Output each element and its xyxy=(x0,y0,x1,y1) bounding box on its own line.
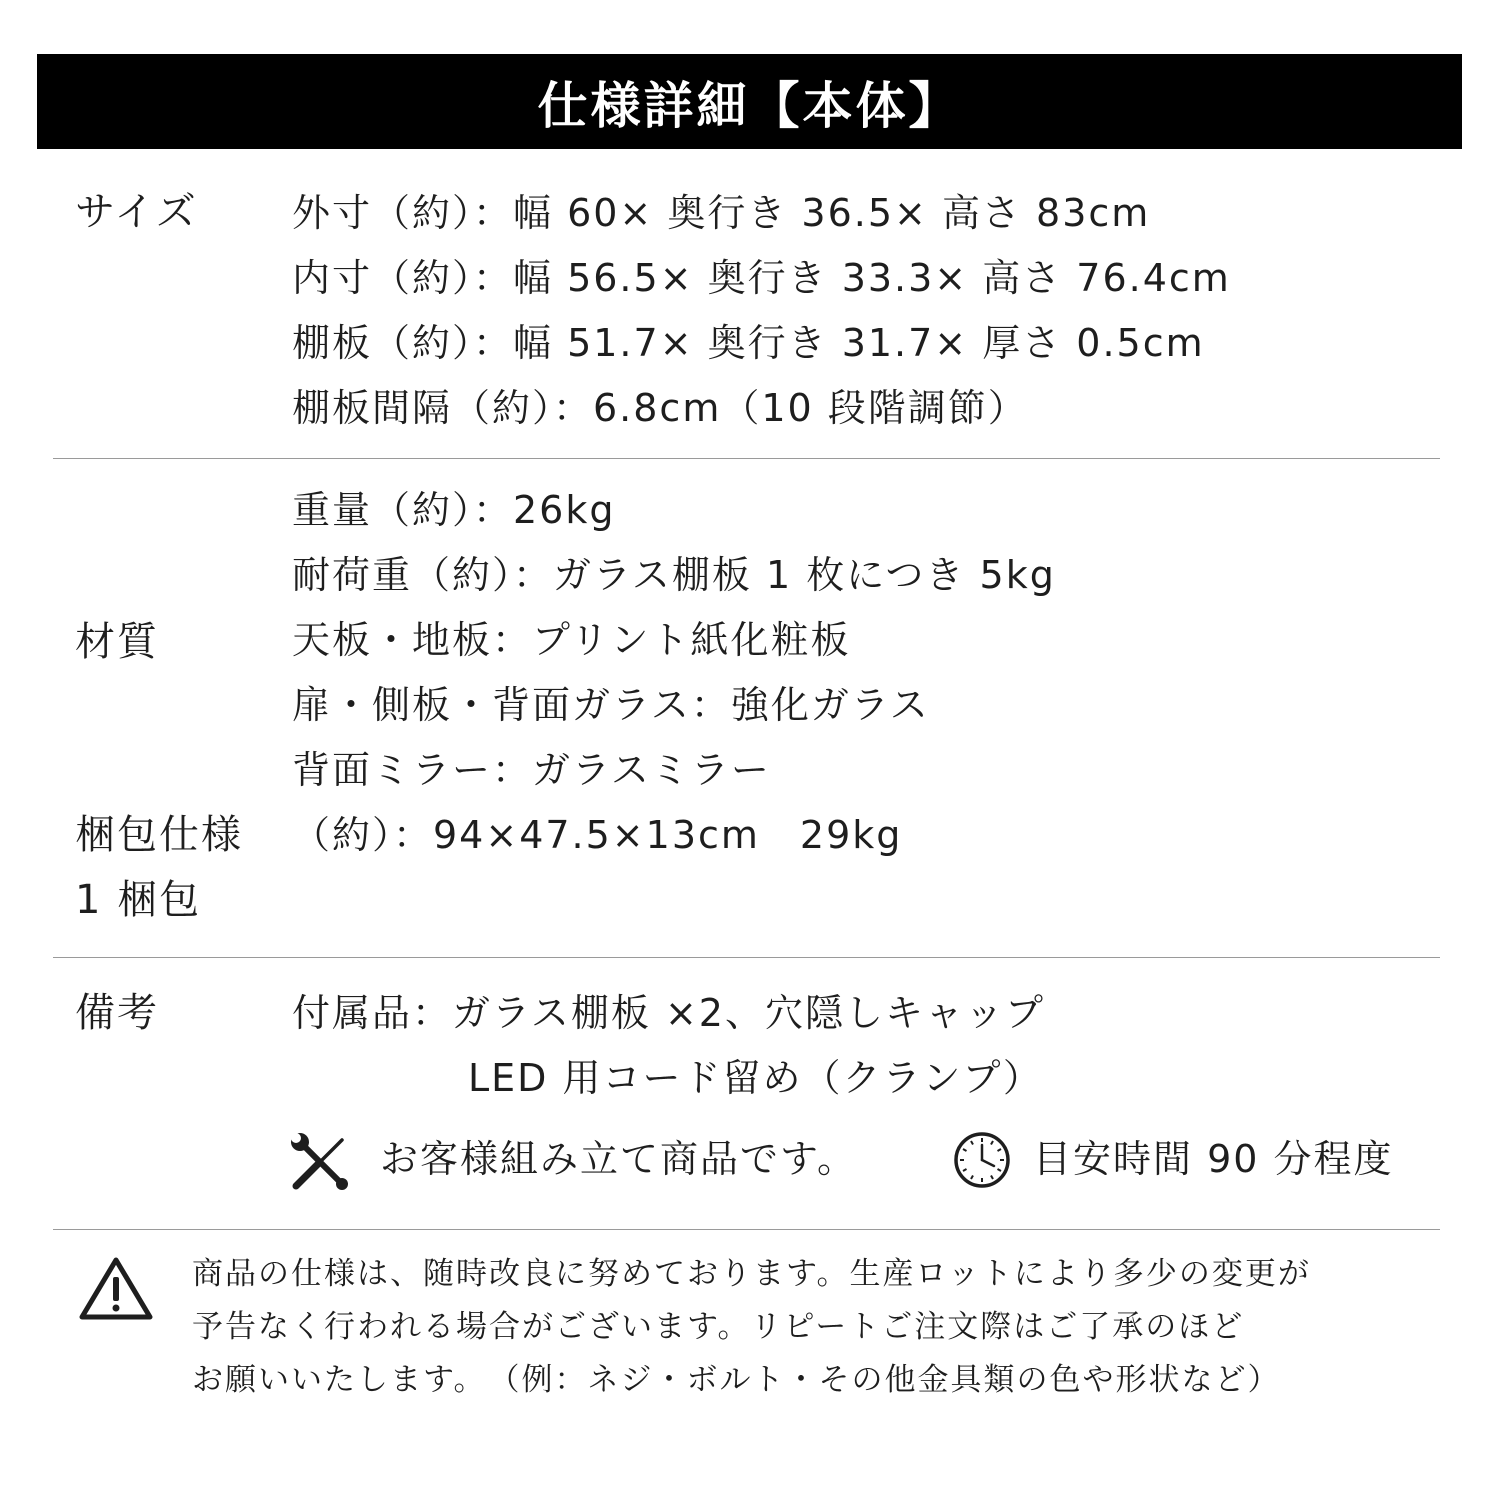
notice-line: 商品の仕様は、随時改良に努めております。生産ロットにより多少の変更が xyxy=(192,1256,1311,1292)
material-line-mirror: 背面ミラー：ガラスミラー xyxy=(292,748,771,792)
material-line-weight: 重量（約）：26kg xyxy=(292,488,616,532)
size-line-outer: 外寸（約）：幅 60× 奥行き 36.5× 高さ 83cm xyxy=(292,191,1151,235)
accessories-line: 付属品：ガラス棚板 ×2、穴隠しキャップ xyxy=(292,991,1045,1035)
size-line-inner: 内寸（約）：幅 56.5× 奥行き 33.3× 高さ 76.4cm xyxy=(292,256,1231,300)
packing-line: （約）：94×47.5×13cm 29kg xyxy=(292,813,903,857)
material-line-load: 耐荷重（約）：ガラス棚板 1 枚につき 5kg xyxy=(292,553,1056,597)
spec-header xyxy=(37,54,1462,149)
divider xyxy=(53,458,1440,459)
material-line-top: 天板・地板：プリント紙化粧板 xyxy=(292,618,851,662)
size-line-shelf: 棚板（約）：幅 51.7× 奥行き 31.7× 厚さ 0.5cm xyxy=(292,321,1205,365)
divider xyxy=(53,1229,1440,1230)
size-label: サイズ xyxy=(75,189,198,235)
clock-icon xyxy=(952,1130,1012,1190)
material-line-door: 扉・側板・背面ガラス：強化ガラス xyxy=(292,683,930,727)
accessories-line-cont: LED 用コード留め（クランプ） xyxy=(468,1056,1043,1100)
assembly-text: お客様組み立て商品です。 xyxy=(380,1137,857,1181)
material-label: 材質 xyxy=(75,619,159,665)
tools-icon xyxy=(288,1130,350,1192)
header-title: 仕様詳細【本体】 xyxy=(537,76,962,135)
notice-text xyxy=(192,1248,1311,1407)
packing-sublabel: 1 梱包 xyxy=(75,877,202,923)
packing-label: 梱包仕様 xyxy=(75,812,243,858)
size-line-interval: 棚板間隔（約）：6.8cm（10 段階調節） xyxy=(292,386,1028,430)
remarks-label: 備考 xyxy=(75,990,159,1036)
divider xyxy=(53,957,1440,958)
notice-line: お願いいたします。 （例：ネジ・ボルト・その他金具類の色や形状など） xyxy=(192,1362,1281,1398)
warning-icon xyxy=(78,1255,154,1321)
time-text: 目安時間 90 分程度 xyxy=(1033,1137,1394,1181)
notice-line: 予告なく行われる場合がございます。リピートご注文際はご了承のほど xyxy=(192,1309,1245,1345)
